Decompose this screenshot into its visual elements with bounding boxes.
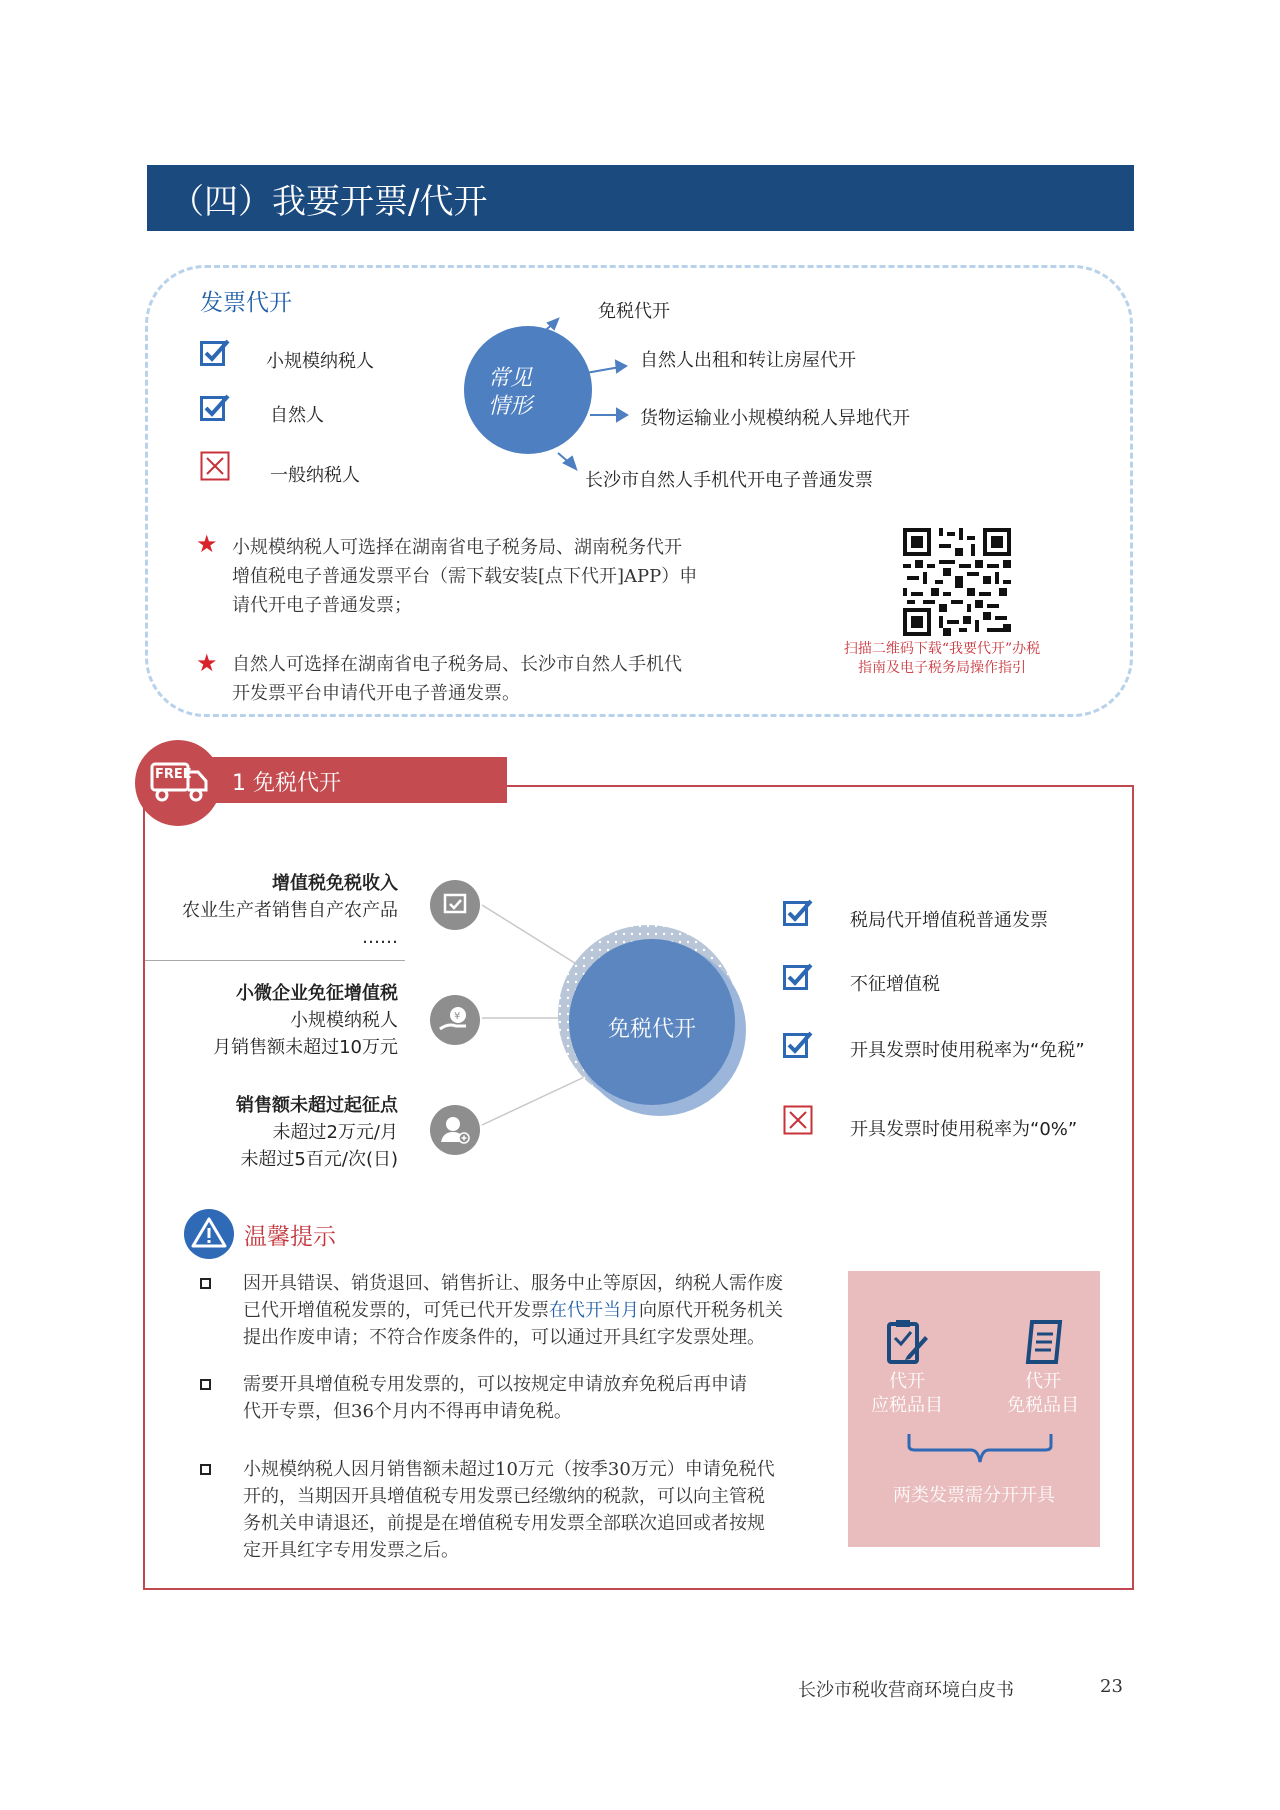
pink-line: 免税品目 (1007, 1395, 1079, 1416)
result-rate-zero: 开具发票时使用税率为“0%” (850, 1119, 1078, 1140)
left-item-threshold (140, 1092, 398, 1173)
tip-line: 务机关申请退还，前提是在增值税专用发票全部联次追回或者按规 (243, 1513, 765, 1534)
section-title: （四）我要开票/代开 (170, 182, 488, 222)
scroll-document-icon (1022, 1318, 1066, 1368)
tip-line: 提出作废申请；不符合作废条件的，可以通过开具红字发票处理。 (243, 1327, 765, 1348)
star-icon: ★ (196, 530, 218, 558)
left-item-title: 小微企业免征增值税 (236, 983, 398, 1004)
left-item-small-micro (140, 980, 398, 1061)
qr-code-icon[interactable] (903, 528, 1011, 636)
left-item-line: 小规模纳税人 (290, 1010, 398, 1031)
note-line: 开发票平台申请代开电子普通发票。 (232, 683, 520, 704)
left-item-line: 月销售额未超过10万元 (213, 1037, 398, 1058)
checkbox-crossed-icon (200, 451, 230, 481)
tip-line: 代开专票，但36个月内不得再申请免税。 (243, 1401, 572, 1422)
tax-free-hub-label: 免税代开 (608, 1017, 697, 1042)
page-number: 23 (1100, 1676, 1123, 1697)
scenario-arrows (450, 295, 640, 485)
note-line: 增值税电子普通发票平台（需下载安装[点下代开]APP）申 (232, 566, 698, 587)
note-small-scale (232, 533, 772, 620)
bullet-icon (200, 1379, 211, 1390)
star-icon: ★ (196, 649, 218, 677)
yuan-hand-icon (430, 995, 480, 1045)
left-item-vat-exempt (140, 870, 398, 951)
left-item-line: 农业生产者销售自产农产品 (182, 900, 398, 921)
scenario-mobile-invoice: 长沙市自然人手机代开电子普通发票 (585, 470, 873, 491)
tips-heading: 温馨提示 (244, 1224, 336, 1250)
exempt-items-label (998, 1370, 1088, 1418)
user-plus-icon (430, 1105, 480, 1155)
tip-line: 定开具红字专用发票之后。 (243, 1540, 459, 1561)
qr-caption-line: 扫描二维码下载“我要代开”办税 (843, 641, 1041, 657)
checkbox-checked-icon (783, 898, 813, 928)
scenario-tax-free: 免税代开 (598, 301, 670, 322)
tax-free-section-band (178, 757, 507, 803)
result-rate-exempt: 开具发票时使用税率为“免税” (850, 1040, 1085, 1061)
clipboard-edit-icon (885, 1318, 929, 1368)
bullet-icon (200, 1464, 211, 1475)
checkbox-checked-icon (200, 393, 230, 423)
qr-caption-line: 指南及电子税务局操作指引 (858, 660, 1026, 676)
tip-text: 向原代开税务机关 (639, 1300, 783, 1321)
eligibility-general-taxpayer: 一般纳税人 (270, 465, 360, 486)
eligibility-small-scale: 小规模纳税人 (266, 351, 374, 372)
pink-line: 应税品目 (871, 1395, 943, 1416)
tax-free-section-title: 1 免税代开 (232, 771, 341, 796)
tip-line: 因开具错误、销货退回、销售折让、服务中止等原因，纳税人需作废 (243, 1273, 783, 1294)
free-label: FREE (155, 767, 192, 782)
tip-refund (243, 1456, 843, 1564)
checkbox-checked-icon (783, 962, 813, 992)
checkbox-checked-icon (783, 1030, 813, 1060)
separate-invoice-caption: 两类发票需分开开具 (893, 1485, 1055, 1506)
left-item-line: …… (362, 927, 398, 948)
left-item-line: 未超过5百元/次(日) (240, 1149, 398, 1170)
result-no-vat: 不征增值税 (850, 974, 940, 995)
bullet-icon (200, 1278, 211, 1289)
tip-special-invoice (243, 1371, 843, 1425)
eligibility-natural-person: 自然人 (270, 405, 324, 426)
divider (145, 960, 405, 961)
taxable-items-label (862, 1370, 952, 1418)
left-item-title: 增值税免税收入 (272, 873, 398, 894)
tip-line: 小规模纳税人因月销售额未超过10万元（按季30万元）申请免税代 (243, 1459, 775, 1480)
hub-line2: 情形 (487, 394, 532, 419)
tip-text: 已代开增值税发票的，可凭已代开发票 (243, 1300, 549, 1321)
invoice-heading: 发票代开 (200, 290, 292, 316)
footer-title: 长沙市税收营商环境白皮书 (798, 1680, 1014, 1701)
tip-void-invoice (243, 1270, 843, 1351)
pink-line: 代开 (889, 1371, 925, 1392)
tip-line: 开的，当期因开具增值税专用发票已经缴纳的税款，可以向主管税 (243, 1486, 765, 1507)
qr-caption (812, 640, 1072, 678)
free-truck-badge (135, 740, 221, 826)
note-line: 小规模纳税人可选择在湖南省电子税务局、湖南税务代开 (232, 537, 682, 558)
svg-text:¥: ¥ (454, 1011, 461, 1022)
checkbox-checked-icon (200, 338, 230, 368)
tip-highlight: 在代开当月 (549, 1300, 639, 1321)
document-tag-icon (430, 880, 480, 930)
note-line: 请代开电子普通发票； (232, 595, 412, 616)
tip-line (243, 1297, 843, 1324)
scenario-property-rental: 自然人出租和转让房屋代开 (640, 350, 856, 371)
left-item-title: 销售额未超过起征点 (236, 1095, 398, 1116)
left-item-line: 未超过2万元/月 (272, 1122, 398, 1143)
note-line: 自然人可选择在湖南省电子税务局、长沙市自然人手机代 (232, 654, 682, 675)
note-natural-person (232, 650, 772, 708)
checkbox-crossed-icon (783, 1105, 813, 1135)
result-tax-bureau-invoice: 税局代开增值税普通发票 (850, 910, 1048, 931)
bracket-icon (905, 1432, 1055, 1466)
pink-line: 代开 (1025, 1371, 1061, 1392)
truck-icon (135, 740, 221, 826)
scenario-transport: 货物运输业小规模纳税人异地代开 (640, 408, 910, 429)
warning-icon (183, 1208, 235, 1260)
hub-line1: 常见 (487, 366, 532, 391)
scenario-hub-label (480, 365, 540, 421)
tip-line: 需要开具增值税专用发票的，可以按规定申请放弃免税后再申请 (243, 1374, 747, 1395)
